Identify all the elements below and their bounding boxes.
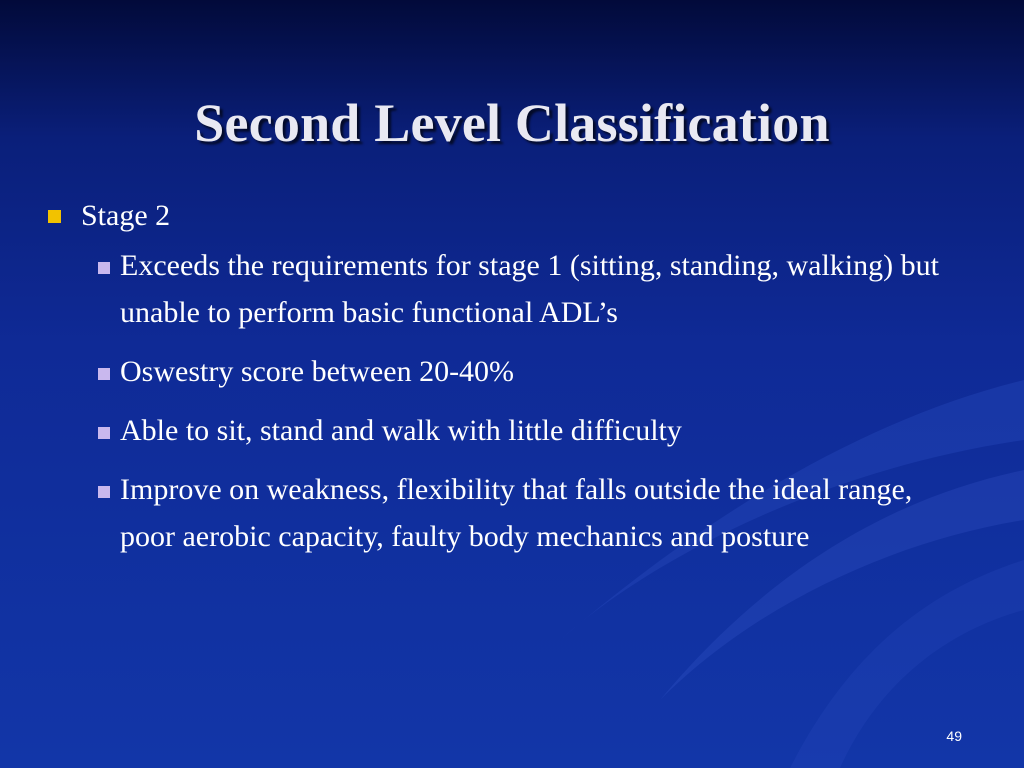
slide-title: Second Level Classification	[194, 93, 830, 153]
square-bullet-icon	[98, 368, 110, 380]
bullet-level2	[98, 407, 986, 454]
bullet-level1	[46, 196, 986, 236]
bullet-text: Improve on weakness, flexibility that falls outside the ideal range, poor aerobic capacity, faulty body mechanics and posture	[120, 473, 913, 553]
page-number: 49	[946, 728, 962, 744]
bullet-level2	[98, 348, 986, 395]
bullet-text: Able to sit, stand and walk with little difficulty	[120, 414, 682, 447]
square-bullet-icon	[98, 262, 110, 274]
bullet-level2	[98, 466, 986, 560]
square-bullet-icon	[48, 210, 61, 223]
square-bullet-icon	[98, 486, 110, 498]
bullet-text: Stage 2	[81, 199, 171, 232]
square-bullet-icon	[98, 427, 110, 439]
bullet-level2	[98, 242, 986, 336]
bullet-text: Exceeds the requirements for stage 1 (sitting, standing, walking) but unable to perform basic functional ADL’s	[120, 249, 939, 329]
slide-content	[46, 196, 986, 572]
bullet-text: Oswestry score between 20-40%	[120, 355, 515, 388]
